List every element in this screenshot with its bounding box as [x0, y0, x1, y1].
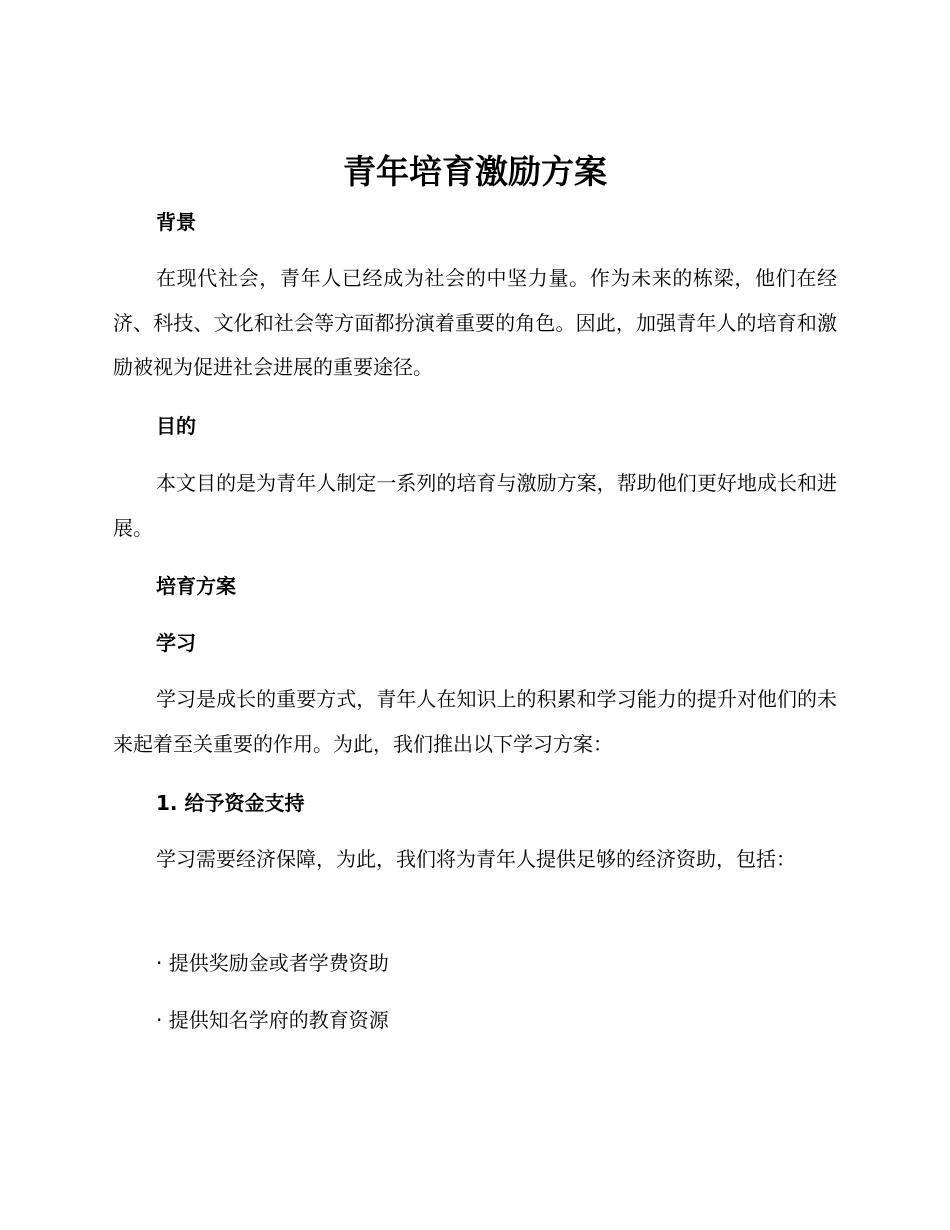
document-title: 青年培育激励方案	[343, 152, 607, 191]
section-heading-background: 背景	[156, 210, 196, 234]
section-heading-learning: 学习	[156, 631, 196, 655]
list-item-education-resources: · 提供知名学府的教育资源	[156, 1008, 389, 1032]
list-item-scholarship: · 提供奖励金或者学费资助	[156, 951, 389, 975]
paragraph-funding: 学习需要经济保障，为此，我们将为青年人提供足够的经济资助，包括：	[156, 847, 796, 871]
paragraph-purpose: 本文目的是为青年人制定一系列的培育与激励方案，帮助他们更好地成长和进展。	[113, 471, 837, 540]
paragraph-learning: 学习是成长的重要方式，青年人在知识上的积累和学习能力的提升对他们的未来起着至关重要的作用。为此，我们推出以下学习方案：	[113, 687, 837, 756]
section-heading-purpose: 目的	[156, 414, 196, 438]
section-heading-cultivation: 培育方案	[156, 574, 236, 598]
paragraph-background: 在现代社会，青年人已经成为社会的中坚力量。作为未来的栋梁，他们在经济、科技、文化和社会等方面都扮演着重要的角色。因此，加强青年人的培育和激励被视为促进社会进展的重要途径。	[113, 266, 837, 379]
section-heading-funding: 1. 给予资金支持	[156, 791, 305, 815]
